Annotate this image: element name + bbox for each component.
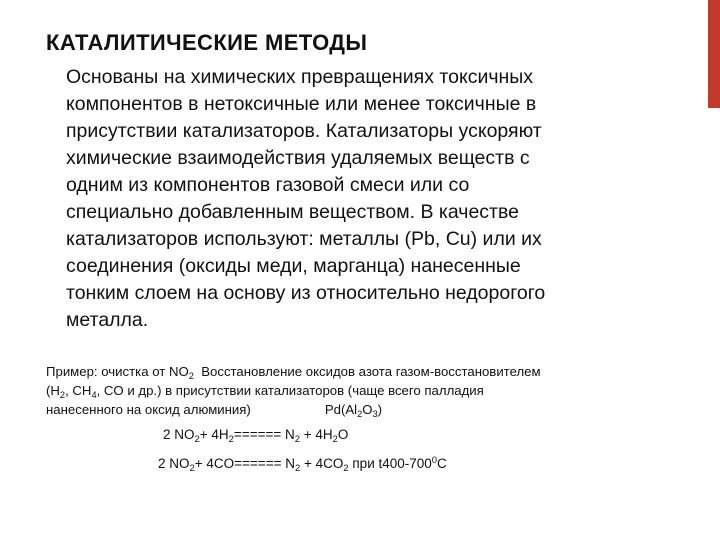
text: Pd(Al: [324, 402, 358, 417]
example-line-2: [46, 381, 686, 400]
text: (H: [46, 383, 60, 398]
catalyst-formula: [325, 402, 382, 417]
text: , CH: [65, 383, 92, 398]
subscript: 2: [343, 463, 349, 474]
subscript: 2: [228, 434, 234, 445]
text: , CO и др.) в присутствии катализаторов (чаще всего палладия: [96, 383, 484, 398]
subscript: 2: [194, 434, 200, 445]
body-paragraph: [66, 64, 626, 334]
subscript: 2: [59, 390, 66, 400]
body-line: соединения (оксиды меди, марганца) нанесенные: [66, 255, 521, 277]
superscript: 0: [431, 455, 438, 466]
body-line: Основаны на химических превращениях токсичных: [66, 66, 534, 88]
text: O: [337, 427, 349, 442]
text: 2 NO: [158, 456, 190, 471]
text: + 4CO: [300, 456, 344, 471]
body-line: катализаторов используют: металлы (Pb, Cu) или их: [66, 228, 542, 250]
body-line: химические взаимодействия удаляемых веществ с: [66, 147, 530, 169]
text: C: [437, 456, 447, 471]
subscript: 2: [357, 409, 363, 419]
body-line: тонким слоем на основу из относительно недорогого: [66, 282, 546, 304]
example-paragraph: [46, 362, 686, 419]
body-line: компонентов в нетоксичные или менее токсичные в: [66, 93, 537, 115]
example-line-1: [46, 362, 686, 381]
subscript: 2: [294, 434, 300, 445]
body-line: специально добавленным веществом. В качестве: [66, 201, 519, 223]
subscript: 2: [294, 463, 301, 474]
subscript: 2: [332, 434, 338, 445]
body-line: металла.: [66, 309, 149, 331]
text: + 4H: [199, 427, 229, 442]
example-line-3: [46, 400, 686, 419]
text: Восстановление оксидов азота газом-восстановителем: [193, 364, 541, 379]
subscript: 2: [188, 371, 194, 381]
body-line: присутствии катализаторов. Катализаторы ускоряют: [66, 120, 542, 142]
text: + 4CO====== N: [194, 456, 295, 471]
reaction-equation-1: [163, 427, 349, 445]
reaction-equation-2: [158, 455, 447, 474]
subscript: 4: [91, 390, 97, 400]
subscript: 3: [372, 409, 378, 419]
text: + 4H: [299, 427, 333, 442]
text: 2 NO: [163, 427, 195, 442]
text: O: [362, 402, 373, 417]
text: нанесенного на оксид алюминия): [46, 402, 251, 417]
text: ====== N: [233, 427, 295, 442]
body-line: одним из компонентов газовой смеси или со: [66, 174, 470, 196]
accent-bar: [708, 0, 720, 108]
text: Пример: очистка от NO: [46, 364, 189, 379]
subscript: 2: [189, 463, 195, 474]
slide-title: КАТАЛИТИЧЕСКИЕ МЕТОДЫ: [46, 30, 368, 55]
text: при t400-700: [348, 456, 432, 471]
text: ): [377, 402, 383, 417]
